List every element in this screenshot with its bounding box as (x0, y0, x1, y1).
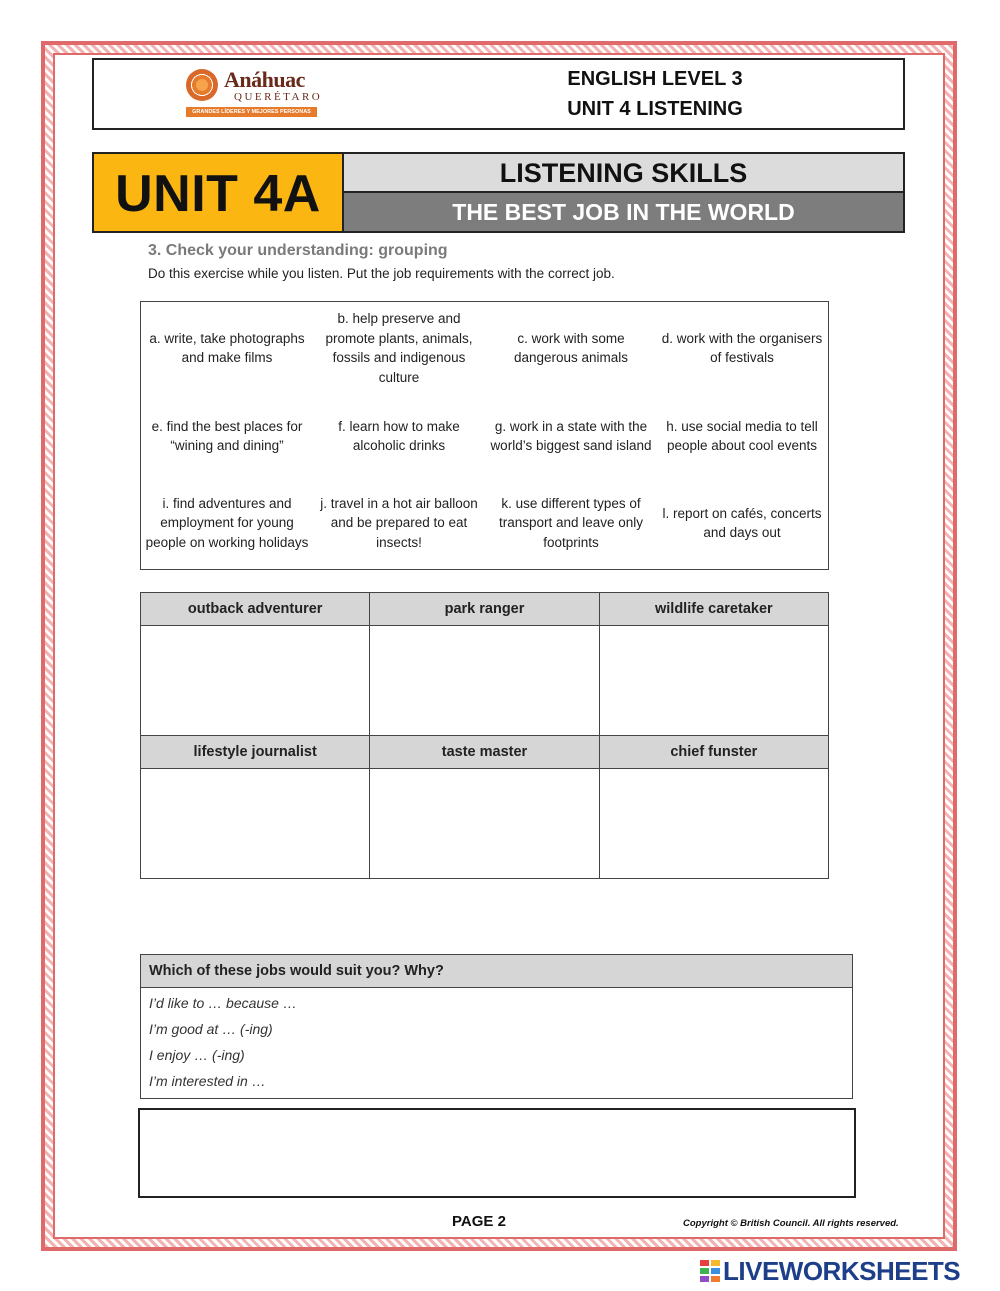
requirement-item[interactable]: k. use different types of transport and leave only footprints (498, 495, 644, 550)
requirement-item[interactable]: a. write, take photographs and make films (149, 330, 305, 365)
requirement-item[interactable]: f. learn how to make alcoholic drinks (338, 418, 460, 453)
prompt-line: I’m good at … (-ing) (149, 1021, 273, 1037)
logo-tagline: GRANDES LÍDERES Y MEJORES PERSONAS (186, 107, 317, 117)
job-drop-zone[interactable] (141, 626, 370, 736)
requirement-item[interactable]: j. travel in a hot air balloon and be prepared to eat insects! (320, 495, 478, 550)
liveworksheets-text: LIVEWORKSHEETS (723, 1255, 961, 1286)
unit-label: UNIT 4A (115, 165, 321, 223)
copyright: Copyright © British Council. All rights reserved. (683, 1218, 899, 1229)
requirement-item[interactable]: b. help preserve and promote plants, animals, fossils and indigenous culture (325, 311, 473, 385)
prompt-line: I enjoy … (-ing) (149, 1047, 245, 1063)
requirement-item[interactable]: d. work with the organisers of festivals (661, 330, 823, 365)
requirement-item[interactable]: e. find the best places for “wining and dining” (151, 418, 303, 453)
logo-city: QUERÉTARO (234, 91, 323, 103)
requirement-item[interactable]: l. report on cafés, concerts and days out (662, 505, 822, 540)
job-drop-zone[interactable] (599, 769, 828, 879)
discussion-question: Which of these jobs would suit you? Why? (141, 955, 852, 988)
job-header: park ranger (370, 593, 599, 626)
job-header: outback adventurer (141, 593, 370, 626)
job-header: chief funster (599, 736, 828, 769)
requirement-item[interactable]: i. find adventures and employment for young people on working holidays (145, 495, 309, 550)
jobs-table (140, 592, 829, 879)
job-header: wildlife caretaker (599, 593, 828, 626)
anahuac-logo (186, 67, 321, 121)
job-drop-zone[interactable] (141, 769, 370, 879)
logo-name: Anáhuac (224, 67, 305, 92)
seal-icon (186, 69, 218, 101)
answer-textbox[interactable] (138, 1108, 856, 1198)
job-drop-zone[interactable] (370, 626, 599, 736)
requirement-item[interactable]: g. work in a state with the world’s biggest sand island (490, 418, 652, 453)
job-header: taste master (370, 736, 599, 769)
topic-title: THE BEST JOB IN THE WORLD (344, 193, 905, 233)
requirement-item[interactable]: h. use social media to tell people about cool events (666, 418, 818, 453)
job-drop-zone[interactable] (370, 769, 599, 879)
unit-subtitle: UNIT 4 LISTENING (567, 98, 743, 120)
exercise-instruction: Do this exercise while you listen. Put the job requirements with the correct job. (148, 266, 615, 281)
course-title: ENGLISH LEVEL 3 (567, 68, 743, 90)
prompt-line: I’m interested in … (149, 1073, 266, 1089)
job-drop-zone[interactable] (599, 626, 828, 736)
skill-title: LISTENING SKILLS (344, 152, 905, 193)
header-titles (500, 64, 810, 124)
job-header: lifestyle journalist (141, 736, 370, 769)
liveworksheets-logo (699, 1256, 960, 1286)
prompt-line: I’d like to … because … (149, 995, 297, 1011)
discussion-box (140, 954, 853, 1099)
requirement-item[interactable]: c. work with some dangerous animals (513, 330, 629, 365)
exercise-title: 3. Check your understanding: grouping (148, 242, 448, 259)
page-number: PAGE 2 (452, 1213, 506, 1230)
requirements-box (140, 301, 829, 570)
liveworksheets-icon (699, 1259, 721, 1283)
unit-badge (92, 152, 344, 233)
